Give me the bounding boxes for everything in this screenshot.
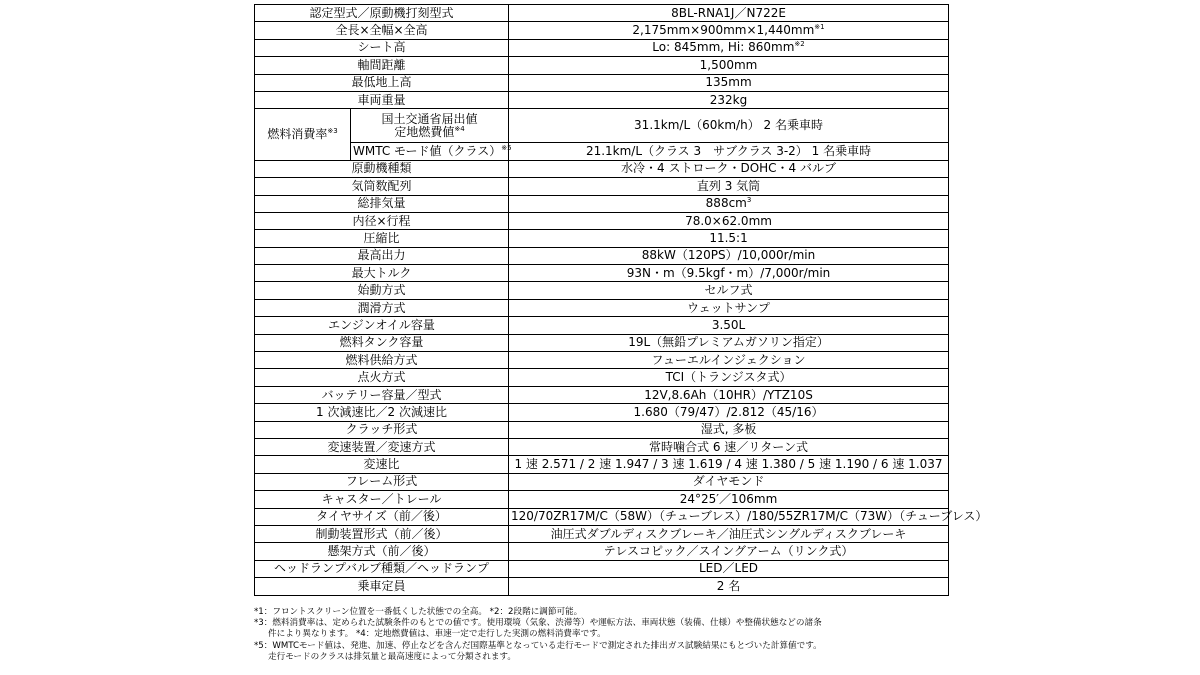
spec-label: 最大トルク bbox=[255, 265, 509, 282]
spec-label: 認定型式／原動機打刻型式 bbox=[255, 5, 509, 22]
spec-value bbox=[509, 578, 949, 595]
spec-value bbox=[509, 404, 949, 421]
fuel-sub-value-1: 31.1km/L（60km/h） 2 名乗車時 bbox=[509, 109, 949, 143]
fuel-sub-label-2 bbox=[351, 143, 512, 160]
spec-label: 原動機種類 bbox=[255, 160, 509, 177]
spec-value bbox=[509, 369, 949, 386]
footnote-3-continued: 件により異なります。 *4：定地燃費値は、車速一定で走行した実測の燃料消費率です。 bbox=[268, 629, 606, 640]
spec-row bbox=[255, 74, 949, 91]
spec-value bbox=[509, 299, 949, 316]
spec-value-text: Lo: 845mm, Hi: 860mm bbox=[652, 40, 795, 55]
spec-row bbox=[255, 438, 949, 455]
spec-label: キャスター／トレール bbox=[255, 491, 509, 508]
spec-label: 乗車定員 bbox=[255, 578, 509, 595]
spec-value bbox=[509, 74, 949, 91]
spec-value-text: 1,500mm bbox=[699, 57, 758, 72]
spec-label: 圧縮比 bbox=[255, 230, 509, 247]
spec-value bbox=[509, 160, 949, 177]
fuel-sub-label-1-line1: 国土交通省届出値 bbox=[381, 111, 478, 126]
spec-table bbox=[254, 4, 988, 596]
fuel-sub-label-1-text: 定地燃費値 bbox=[394, 124, 455, 139]
spec-value bbox=[509, 317, 949, 334]
spec-value bbox=[509, 491, 949, 508]
note-marker: ※2 bbox=[794, 40, 805, 49]
spec-value bbox=[509, 22, 949, 39]
fuel-label-text: 燃料消費率 bbox=[267, 127, 328, 142]
spec-row bbox=[255, 299, 949, 316]
spec-value bbox=[509, 352, 949, 369]
spec-label: 点火方式 bbox=[255, 369, 509, 386]
spec-value-text: 2 名 bbox=[716, 578, 741, 593]
spec-value-text: 常時噛合式 6 速／リターン式 bbox=[649, 439, 809, 454]
spec-value-text: フューエルインジェクション bbox=[651, 352, 806, 367]
spec-label: 最高出力 bbox=[255, 247, 509, 264]
spec-value-text: セルフ式 bbox=[704, 283, 753, 298]
spec-value bbox=[509, 91, 949, 108]
spec-label: 車両重量 bbox=[255, 91, 509, 108]
spec-row bbox=[255, 369, 949, 386]
spec-label: 始動方式 bbox=[255, 282, 509, 299]
footnote-1: *1：フロントスクリーン位置を一番低くした状態での全高。 *2：2段階に調節可能。 bbox=[254, 607, 583, 617]
spec-table-body bbox=[255, 5, 988, 596]
spec-value-text: 93N・m（9.5kgf・m）/7,000r/min bbox=[626, 265, 831, 280]
note-marker: ※5 bbox=[501, 144, 512, 153]
fuel-label bbox=[255, 109, 351, 160]
spec-value-text: 19L（無鉛プレミアムガソリン指定） bbox=[628, 335, 829, 350]
spec-value bbox=[509, 386, 949, 403]
spec-label: フレーム形式 bbox=[255, 473, 509, 490]
spec-value bbox=[509, 438, 949, 455]
spec-label: 軸間距離 bbox=[255, 57, 509, 74]
spec-value bbox=[509, 247, 949, 264]
spec-row bbox=[255, 57, 949, 74]
spec-value bbox=[509, 265, 949, 282]
spec-row bbox=[255, 317, 949, 334]
fuel-sub-label-2-text: WMTC モード値（クラス） bbox=[353, 144, 502, 159]
spec-label: 変速装置／変速方式 bbox=[255, 438, 509, 455]
note-marker: ※4 bbox=[454, 124, 465, 133]
spec-row bbox=[255, 195, 949, 212]
spec-label: 1 次減速比／2 次減速比 bbox=[255, 404, 509, 421]
fuel-row-1 bbox=[255, 109, 949, 143]
spec-row bbox=[255, 560, 949, 577]
spec-value-text: 120/70ZR17M/C（58W）（チューブレス）/180/55ZR17M/C（73W）（チューブレス） bbox=[511, 509, 988, 524]
spec-value-text: 8BL-RNA1J／N722E bbox=[671, 5, 786, 20]
spec-row bbox=[255, 39, 949, 56]
spec-value-text: 232kg bbox=[709, 92, 748, 107]
spec-row bbox=[255, 525, 949, 542]
spec-value-text: 1.680（79/47）/2.812（45/16） bbox=[633, 404, 824, 419]
spec-value bbox=[509, 421, 949, 438]
spec-label: 懸架方式（前／後） bbox=[255, 543, 509, 560]
spec-value bbox=[509, 525, 949, 542]
fuel-row-2 bbox=[255, 143, 949, 160]
spec-value-text: 78.0×62.0mm bbox=[685, 213, 772, 228]
spec-row bbox=[255, 265, 949, 282]
spec-value bbox=[509, 473, 949, 490]
spec-row bbox=[255, 352, 949, 369]
spec-row bbox=[255, 421, 949, 438]
spec-row bbox=[255, 543, 949, 560]
spec-value bbox=[509, 230, 949, 247]
spec-value bbox=[509, 282, 949, 299]
spec-label: 変速比 bbox=[255, 456, 509, 473]
spec-value bbox=[509, 456, 949, 473]
fuel-sub-label-1-line2 bbox=[353, 126, 506, 139]
spec-label: クラッチ形式 bbox=[255, 421, 509, 438]
spec-row bbox=[255, 578, 949, 595]
footnote-5-continued: 走行モードのクラスは排気量と最高速度によって分類されます。 bbox=[268, 651, 516, 662]
spec-row bbox=[255, 91, 949, 108]
spec-value bbox=[509, 212, 949, 229]
spec-row bbox=[255, 404, 949, 421]
spec-label: 総排気量 bbox=[255, 195, 509, 212]
spec-label: 内径×行程 bbox=[255, 212, 509, 229]
spec-value-text: 水冷・4 ストローク・DOHC・4 バルブ bbox=[621, 161, 837, 176]
spec-row bbox=[255, 282, 949, 299]
spec-label: 燃料タンク容量 bbox=[255, 334, 509, 351]
footnote-3: *3：燃料消費率は、定められた試験条件のもとでの値です。使用環境（気象、渋滞等）や運転方法、車両状態（装備、仕様）や整備状態などの諸条 bbox=[254, 618, 822, 629]
spec-value-text: 888cm bbox=[705, 196, 747, 211]
spec-value-text: TCI（トランジスタ式） bbox=[665, 370, 792, 385]
spec-row bbox=[255, 212, 949, 229]
spec-value-text: 3.50L bbox=[711, 317, 746, 332]
spec-label: 潤滑方式 bbox=[255, 299, 509, 316]
spec-value-text: 12V,8.6Ah（10HR）/YTZ10S bbox=[644, 387, 813, 402]
spec-value-text: ダイヤモンド bbox=[692, 474, 765, 489]
spec-row bbox=[255, 5, 949, 22]
spec-row bbox=[255, 230, 949, 247]
spec-value bbox=[509, 178, 949, 195]
spec-label: シート高 bbox=[255, 39, 509, 56]
spec-row bbox=[255, 22, 949, 39]
spec-row bbox=[255, 178, 949, 195]
spec-value-text: 24°25′／106mm bbox=[679, 491, 778, 506]
spec-label: 燃料供給方式 bbox=[255, 352, 509, 369]
footnotes bbox=[254, 607, 954, 663]
spec-value-text: 88kW（120PS）/10,000r/min bbox=[641, 248, 816, 263]
spec-value-text: ウェットサンプ bbox=[687, 300, 770, 315]
spec-row bbox=[255, 334, 949, 351]
spec-value-text: 油圧式ダブルディスクブレーキ／油圧式シングルディスクブレーキ bbox=[550, 526, 907, 541]
spec-value-text: LED／LED bbox=[699, 561, 759, 576]
spec-value bbox=[509, 543, 949, 560]
spec-value-text: 135mm bbox=[705, 75, 752, 90]
spec-label: 制動装置形式（前／後） bbox=[255, 525, 509, 542]
spec-value bbox=[509, 560, 949, 577]
spec-row bbox=[255, 473, 949, 490]
spec-row bbox=[255, 160, 949, 177]
spec-value bbox=[509, 195, 949, 212]
note-marker: ※3 bbox=[327, 127, 338, 136]
spec-row bbox=[255, 247, 949, 264]
spec-label: エンジンオイル容量 bbox=[255, 317, 509, 334]
spec-row bbox=[255, 508, 949, 525]
spec-row bbox=[255, 456, 949, 473]
note-marker: ※1 bbox=[814, 23, 825, 32]
spec-value bbox=[509, 508, 988, 525]
spec-value bbox=[509, 39, 949, 56]
fuel-sub-value-2: 21.1km/L（クラス 3 サブクラス 3-2） 1 名乗車時 bbox=[509, 143, 949, 160]
spec-value-text: 湿式, 多板 bbox=[700, 422, 757, 437]
spec-value-text: 直列 3 気筒 bbox=[696, 178, 761, 193]
spec-value bbox=[509, 5, 949, 22]
spec-value-text: 1 速 2.571 / 2 速 1.947 / 3 速 1.619 / 4 速 1.380 / 5 速 1.190 / 6 速 1.037 bbox=[514, 457, 943, 472]
spec-label: タイヤサイズ（前／後） bbox=[255, 508, 509, 525]
footnote-5: *5：WMTCモード値は、発進、加速、停止などを含んだ国際基準となっている走行モードで測定された排出ガス試験結果にもとづいた計算値です。 bbox=[254, 640, 822, 651]
spec-value-text: 11.5:1 bbox=[709, 230, 748, 245]
spec-row bbox=[255, 386, 949, 403]
spec-label: 最低地上高 bbox=[255, 74, 509, 91]
spec-row bbox=[255, 491, 949, 508]
spec-label: 全長×全幅×全高 bbox=[255, 22, 509, 39]
spec-value-text: 2,175mm×900mm×1,440mm bbox=[632, 23, 815, 38]
fuel-sub-label-1 bbox=[351, 109, 509, 143]
spec-value bbox=[509, 57, 949, 74]
spec-label: 気筒数配列 bbox=[255, 178, 509, 195]
spec-label: ヘッドランプバルブ種類／ヘッドランプ bbox=[255, 560, 509, 577]
spec-value bbox=[509, 334, 949, 351]
note-marker: 3 bbox=[746, 196, 752, 205]
spec-label: バッテリー容量／型式 bbox=[255, 386, 509, 403]
spec-value-text: テレスコピック／スイングアーム（リンク式） bbox=[603, 544, 854, 559]
